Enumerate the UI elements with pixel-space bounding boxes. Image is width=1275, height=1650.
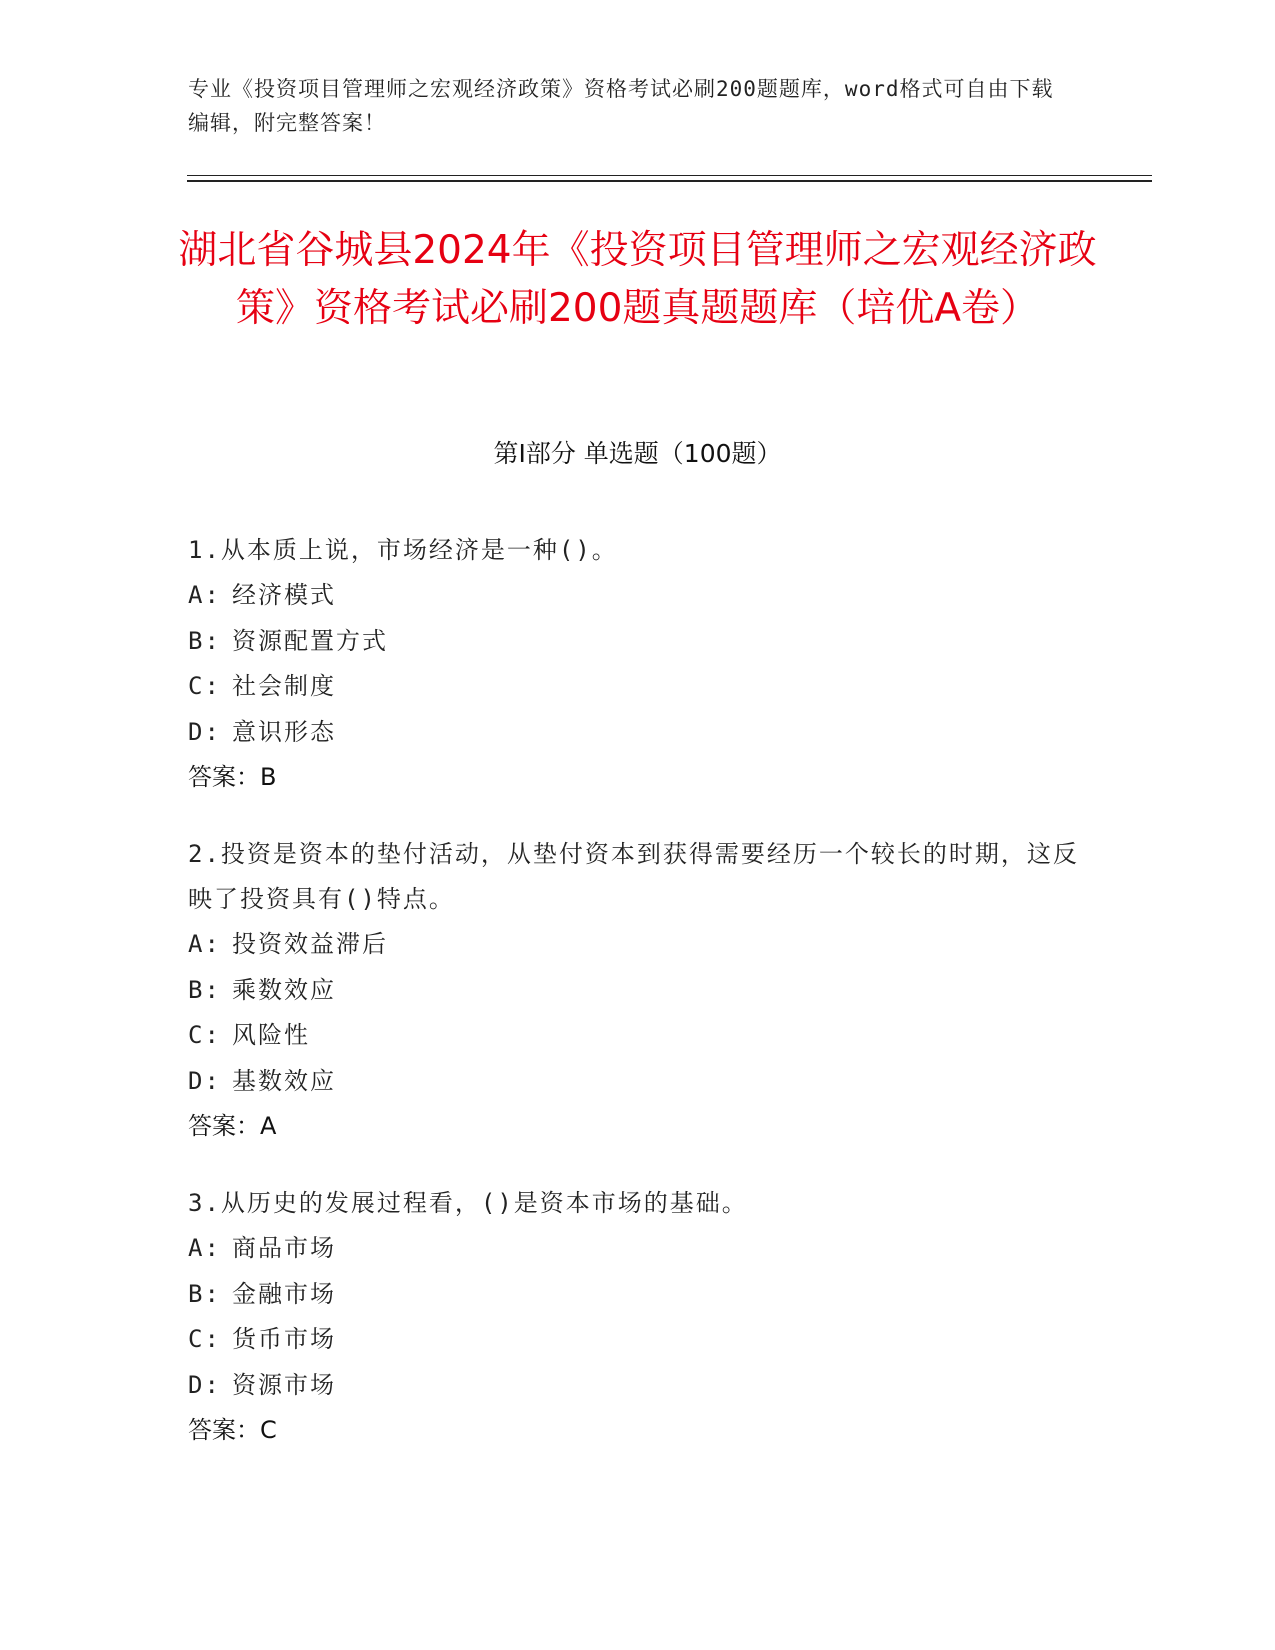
question-list — [188, 528, 1088, 1485]
question-option — [188, 1059, 1088, 1105]
option-key: D: — [188, 1066, 221, 1095]
question-option — [188, 1272, 1088, 1318]
question-option — [188, 710, 1088, 756]
option-text: 乘数效应 — [232, 975, 336, 1004]
option-text: 风险性 — [232, 1021, 310, 1049]
answer-prefix: 答案： — [188, 1112, 260, 1140]
option-text: 基数效应 — [232, 1066, 336, 1095]
question-stem: 2.投资是资本的垫付活动，从垫付资本到获得需要经历一个较长的时期，这反映了投资具有()特点。 — [188, 840, 1079, 913]
option-text: 商品市场 — [232, 1234, 336, 1262]
option-key: C: — [188, 1021, 221, 1049]
option-key: A: — [188, 1234, 221, 1262]
question-stem: 1.从本质上说，市场经济是一种()。 — [188, 536, 618, 564]
answer-line — [188, 1408, 1088, 1453]
answer-line — [188, 1104, 1088, 1149]
question-item — [188, 528, 1088, 800]
question-option — [188, 619, 1088, 665]
answer-line — [188, 755, 1088, 800]
answer-value: B — [260, 763, 277, 791]
question-option — [188, 664, 1088, 710]
option-key: A: — [188, 581, 221, 609]
option-key: D: — [188, 717, 221, 746]
option-text: 资源市场 — [232, 1370, 336, 1399]
answer-prefix: 答案： — [188, 763, 260, 791]
answer-value: C — [260, 1416, 277, 1444]
option-text: 货币市场 — [232, 1325, 336, 1353]
question-option — [188, 1363, 1088, 1409]
question-option — [188, 968, 1088, 1014]
option-text: 社会制度 — [232, 672, 336, 700]
option-key: B: — [188, 975, 221, 1004]
document-title: 湖北省谷城县2024年《投资项目管理师之宏观经济政策》资格考试必刷200题真题题库（培优A卷） — [178, 228, 1097, 331]
question-option — [188, 1226, 1088, 1272]
question-item — [188, 1181, 1088, 1453]
option-key: B: — [188, 626, 221, 655]
question-option — [188, 1317, 1088, 1363]
option-text: 资源配置方式 — [232, 626, 388, 655]
question-option — [188, 1013, 1088, 1059]
section-title: 第I部分 单选题（100题） — [493, 439, 782, 468]
option-text: 经济模式 — [232, 581, 336, 609]
option-key: C: — [188, 672, 221, 700]
answer-value: A — [260, 1112, 277, 1140]
option-key: C: — [188, 1325, 221, 1353]
header-rule-thick — [187, 180, 1152, 182]
option-text: 意识形态 — [232, 717, 336, 746]
option-key: A: — [188, 930, 221, 958]
option-text: 投资效益滞后 — [232, 930, 388, 958]
answer-prefix: 答案： — [188, 1416, 260, 1444]
question-item — [188, 832, 1088, 1149]
header-note: 专业《投资项目管理师之宏观经济政策》资格考试必刷200题题库，word格式可自由下载编辑，附完整答案！ — [188, 77, 1054, 135]
header-rule-thin — [187, 175, 1152, 176]
option-text: 金融市场 — [232, 1279, 336, 1308]
option-key: B: — [188, 1279, 221, 1308]
question-option — [188, 573, 1088, 619]
question-stem: 3.从历史的发展过程看，()是资本市场的基础。 — [188, 1189, 748, 1217]
question-option — [188, 922, 1088, 968]
option-key: D: — [188, 1370, 221, 1399]
